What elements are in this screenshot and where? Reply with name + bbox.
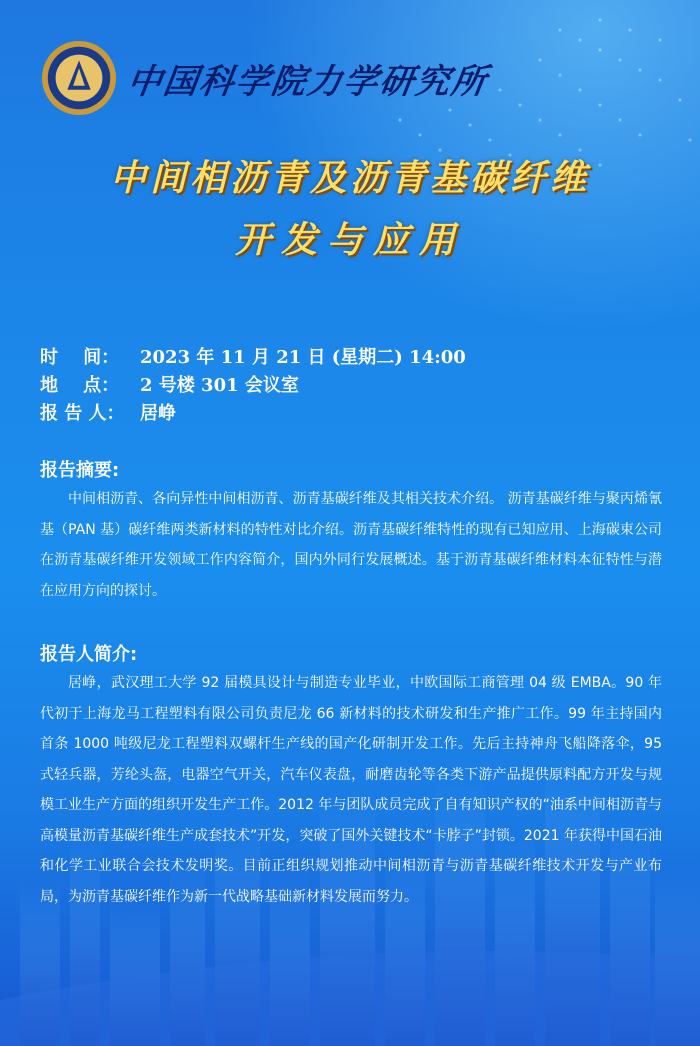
speaker-label: 报 告 人：: [40, 403, 125, 424]
bio-heading: 报告人简介:: [40, 644, 138, 665]
bio-text: 居峥，武汉理工大学 92 届模具设计与制造专业毕业，中欧国际工商管理 04 级 EMBA。90 年代初于上海龙马工程塑料有限公司负责尼龙 66 新材料的技术研发和生产推广工作。99 年主持国内首条 1000 吨级尼龙工程塑料双螺杆生产线的国产化研制开发工作。先后主持神舟飞船降落伞，95 式轻兵器，芳纶头盔，电器空气开关，汽车仪表盘，耐磨齿轮等各类下游产品提供原料配方开发与规模工业生产方面的组织开发生产工作。2012 年与团队成员完成了自有知识产权的“油系中间相沥青与高模量沥青基碳纤维生产成套技术”开发，突破了国外关键技术“卡脖子”封锁。2021 年获得中国石油和化学工业联合会技术发明奖。目前正组织规划推动中间相沥青与沥青基碳纤维技术开发与产业布局，为沥青基碳纤维作为新一代战略基础新材料发展而努力。: [40, 675, 662, 905]
title-line-2: 开发与应用: [234, 220, 465, 261]
info-time: [40, 344, 466, 372]
time-label: 时 间：: [40, 347, 120, 368]
info-place: [40, 372, 466, 400]
time-value: 2023 年 11 月 21 日 (星期二) 14:00: [140, 347, 466, 368]
speaker-value: 居峥: [140, 403, 176, 424]
abstract-text: 中间相沥青、各向异性中间相沥青、沥青基碳纤维及其相关技术介绍。 沥青基碳纤维与聚丙烯氰基（PAN 基）碳纤维两类新材料的特性对比介绍。沥青基碳纤维特性的现有已知应用、上海碳束公司在沥青基碳纤维开发领域工作内容简介，国内外同行发展概述。基于沥青基碳纤维材料本征特性与潜在应用方向的探讨。: [40, 491, 662, 599]
org-name: 中国科学院力学研究所: [124, 61, 491, 102]
institute-seal-icon: [40, 39, 118, 117]
info-speaker: [40, 400, 466, 428]
header: [40, 38, 491, 118]
title-line-1: 中间相沥青及沥青基碳纤维: [109, 158, 590, 199]
abstract-heading: 报告摘要:: [40, 460, 120, 481]
place-label: 地 点：: [40, 375, 120, 396]
info-block: [40, 344, 466, 428]
place-value: 2 号楼 301 会议室: [140, 375, 299, 396]
